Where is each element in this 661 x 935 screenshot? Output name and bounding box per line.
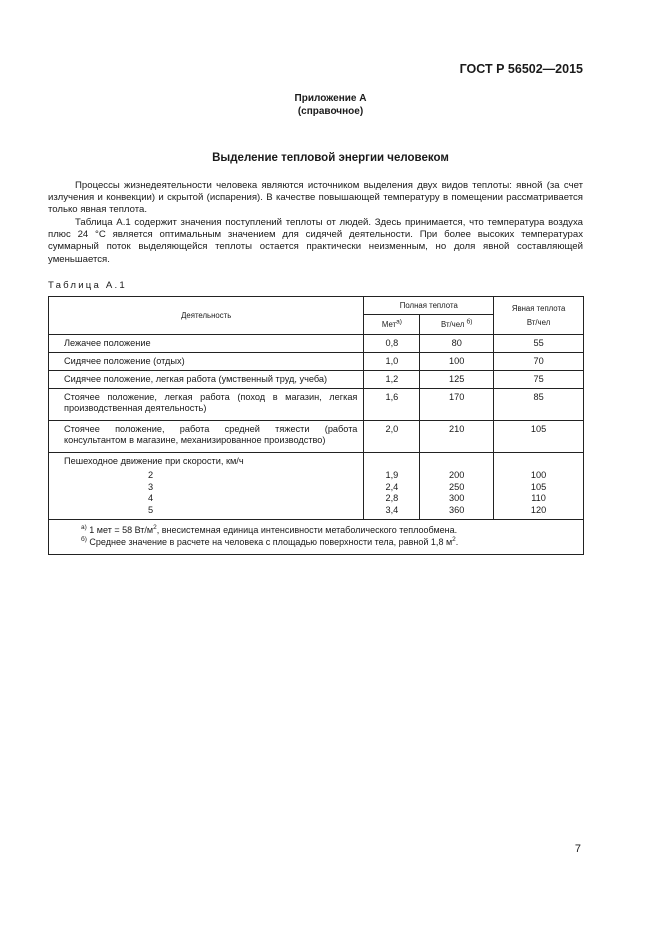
total-heat-cell: 80 xyxy=(420,335,494,353)
met-cell: 0,8 xyxy=(364,335,420,353)
header-met xyxy=(364,315,420,335)
speed-list xyxy=(64,470,357,516)
header-sensible-unit: Вт/чел xyxy=(526,318,551,327)
total-heat-cell: 210 xyxy=(420,421,494,453)
note-a-mark: а) xyxy=(81,524,87,531)
appendix-title: Приложение А xyxy=(294,93,367,104)
note-a-rest: , внесистемная единица интенсивности метаболического теплообмена. xyxy=(156,525,458,535)
met-value: 3,4 xyxy=(385,504,399,515)
table-notes-row xyxy=(49,520,584,555)
sensible-value: 120 xyxy=(530,504,547,515)
table-row xyxy=(49,371,584,389)
footnote-mark-a: а) xyxy=(396,318,402,326)
table-row-walking xyxy=(49,453,584,520)
sensible-value: 110 xyxy=(531,493,546,503)
met-cell: 1,6 xyxy=(364,389,420,421)
speed-value: 5 xyxy=(148,504,154,515)
document-code: ГОСТ Р 56502—2015 xyxy=(459,62,583,76)
table-row xyxy=(49,335,584,353)
total-value: 360 xyxy=(449,504,465,515)
total-value: 200 xyxy=(449,470,465,480)
header-w-per-person xyxy=(420,315,494,335)
paragraph-2: Таблица А.1 содержит значения поступлений теплоты от людей. Здесь принимается, что температура воздуха плюс 24 °С является оптимальным значением для сидячей деятельности. При более высоких температурах суммарный поток выделяющейся теплоты остается практически неизменным, но доля явной составляющей уменьшается. xyxy=(48,217,583,265)
table-row xyxy=(49,353,584,371)
total-heat-cell: 100 xyxy=(420,353,494,371)
activity-cell: Сидячее положение (отдых) xyxy=(49,353,364,371)
met-value: 2,4 xyxy=(385,481,399,492)
note-a xyxy=(81,525,577,537)
speed-value: 3 xyxy=(148,481,154,492)
note-a-text: 1 мет = 58 Вт/м xyxy=(89,525,154,535)
appendix-subtitle: (справочное) xyxy=(297,106,364,117)
header-w-label: Вт/чел xyxy=(441,320,465,329)
footnote-mark-b: б) xyxy=(466,318,473,326)
header-activity: Деятельность xyxy=(49,297,364,335)
walking-met-cell xyxy=(364,453,420,520)
note-b-mark: б) xyxy=(81,535,87,543)
table-row xyxy=(49,421,584,453)
header-met-label: Мет xyxy=(381,320,397,329)
activity-cell: Лежачее положение xyxy=(49,335,364,353)
activity-cell: Стоячее положение, работа средней тяжести (работа консультантом в магазине, механизированное производство) xyxy=(49,421,364,453)
appendix-heading xyxy=(0,92,661,118)
walking-sensible-cell xyxy=(494,453,584,520)
sensible-heat-cell: 70 xyxy=(494,353,584,371)
speed-value: 4 xyxy=(148,493,154,503)
walking-total-cell xyxy=(420,453,494,520)
total-value: 300 xyxy=(449,493,465,503)
sensible-heat-cell: 75 xyxy=(494,371,584,389)
walking-label: Пешеходное движение при скорости, км/ч xyxy=(64,456,244,466)
note-b xyxy=(81,537,577,549)
sensible-heat-cell: 55 xyxy=(494,335,584,353)
met-value: 1,9 xyxy=(385,470,399,480)
header-total-heat: Полная теплота xyxy=(364,297,494,315)
note-b-rest: . xyxy=(455,536,459,547)
met-cell: 1,0 xyxy=(364,353,420,371)
activity-cell: Стоячее положение, легкая работа (поход в магазин, легкая производственная деятельность) xyxy=(49,389,364,421)
page-number: 7 xyxy=(574,843,581,855)
table-row xyxy=(49,389,584,421)
note-a-sup: 2 xyxy=(153,524,157,531)
heat-table xyxy=(48,296,584,555)
met-cell: 1,2 xyxy=(364,371,420,389)
sensible-heat-cell: 105 xyxy=(494,421,584,453)
header-sensible-label: Явная теплота xyxy=(511,304,566,313)
sensible-value: 105 xyxy=(530,481,547,492)
activity-cell: Сидячее положение, легкая работа (умственный труд, учеба) xyxy=(49,371,364,389)
section-title: Выделение тепловой энергии человеком xyxy=(212,152,449,164)
total-heat-cell: 170 xyxy=(420,389,494,421)
table-caption: Таблица А.1 xyxy=(48,280,127,291)
total-value: 250 xyxy=(449,481,465,492)
speed-value: 2 xyxy=(148,470,154,480)
header-sensible-heat xyxy=(494,297,584,335)
walking-cell xyxy=(49,453,364,520)
met-value: 2,8 xyxy=(385,493,399,503)
paragraph-1: Процессы жизнедеятельности человека являются источником выделения двух видов теплоты: явной (за счет излучения и конвекции) и скрытой (испарения). В качестве повышающей температуру в помещении рассматривается только явная теплота. xyxy=(48,180,583,216)
note-b-text: Среднее значение в расчете на человека с площадью поверхности тела, равной 1,8 м xyxy=(89,536,453,547)
met-cell: 2,0 xyxy=(364,421,420,453)
table-notes xyxy=(49,520,584,555)
sensible-heat-cell: 85 xyxy=(494,389,584,421)
sensible-value: 100 xyxy=(530,470,547,480)
note-b-sup: 2 xyxy=(452,535,456,543)
total-heat-cell: 125 xyxy=(420,371,494,389)
